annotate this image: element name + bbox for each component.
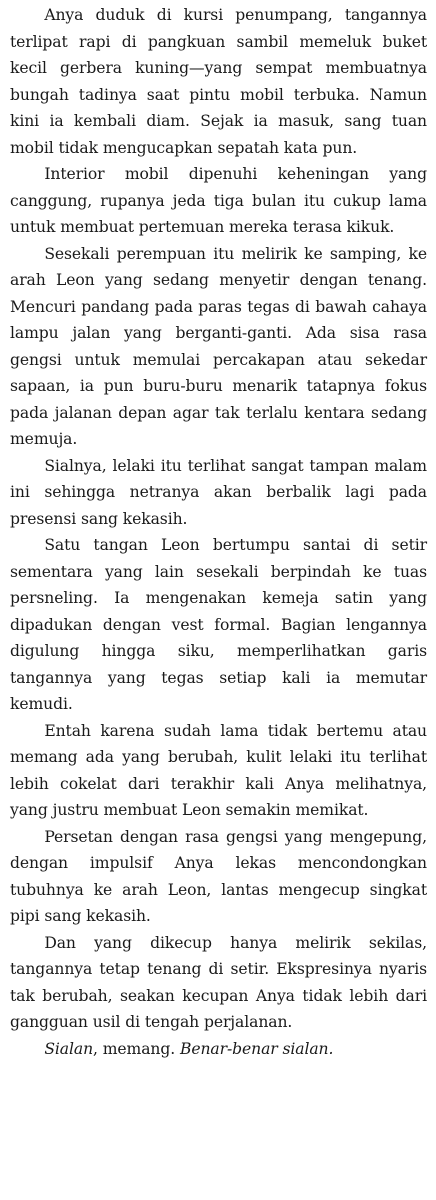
closing-italic-2: Benar-benar sialan. [179, 1039, 334, 1058]
paragraph-6: Entah karena sudah lama tidak bertemu atau memang ada yang berubah, kulit lelaki itu terlihat lebih cokelat dari terakhir kali Anya melihatnya, yang justru membuat Leon semakin memikat. [10, 721, 427, 819]
paragraph-1: Anya duduk di kursi penumpang, tangannya terlipat rapi di pangkuan sambil memeluk buket kecil gerbera kuning—yang sempat membuatnya bungah tadinya saat pintu mobil terbuka. Namun kini ia kembali diam. Sejak ia masuk, sang tuan mobil tidak mengucapkan sepatah kata pun. [10, 6, 427, 157]
paragraph-2: Interior mobil dipenuhi keheningan yang canggung, rupanya jeda tiga bulan itu cukup lama untuk membuat pertemuan mereka terasa kikuk. [10, 165, 427, 236]
paragraph-3: Sesekali perempuan itu melirik ke samping, ke arah Leon yang sedang menyetir dengan tenang. Mencuri pandang pada paras tegas di bawah cahaya lampu jalan yang berganti-ganti. Ada sisa rasa gengsi untuk memulai percakapan atau sekedar sapaan, ia pun buru-buru menarik tatapnya fokus pada jalanan depan agar tak terlalu kentara sedang memuja. [10, 244, 427, 448]
paragraph-8: Dan yang dikecup hanya melirik sekilas, tangannya tetap tenang di setir. Ekspresinya nyaris tak berubah, seakan kecupan Anya tidak lebih dari gangguan usil di tengah perjalanan. [10, 933, 427, 1031]
closing-paragraph [10, 1036, 427, 1063]
paragraph-5: Satu tangan Leon bertumpu santai di setir sementara yang lain sesekali berpindah ke tuas persneling. Ia mengenakan kemeja satin yang dipadukan dengan vest formal. Bagian lengannya digulung hingga siku, memperlihatkan garis tangannya yang tegas setiap kali ia memutar kemudi. [10, 536, 427, 713]
paragraph-4: Sialnya, lelaki itu terlihat sangat tampan malam ini sehingga netranya akan berbalik lagi pada presensi sang kekasih. [10, 456, 427, 528]
closing-middle: , memang. [93, 1039, 180, 1058]
paragraph-7: Persetan dengan rasa gengsi yang mengepung, dengan impulsif Anya lekas mencondongkan tubuhnya ke arah Leon, lantas mengecup singkat pipi sang kekasih. [10, 827, 427, 925]
closing-italic-1: Sialan [44, 1039, 94, 1058]
